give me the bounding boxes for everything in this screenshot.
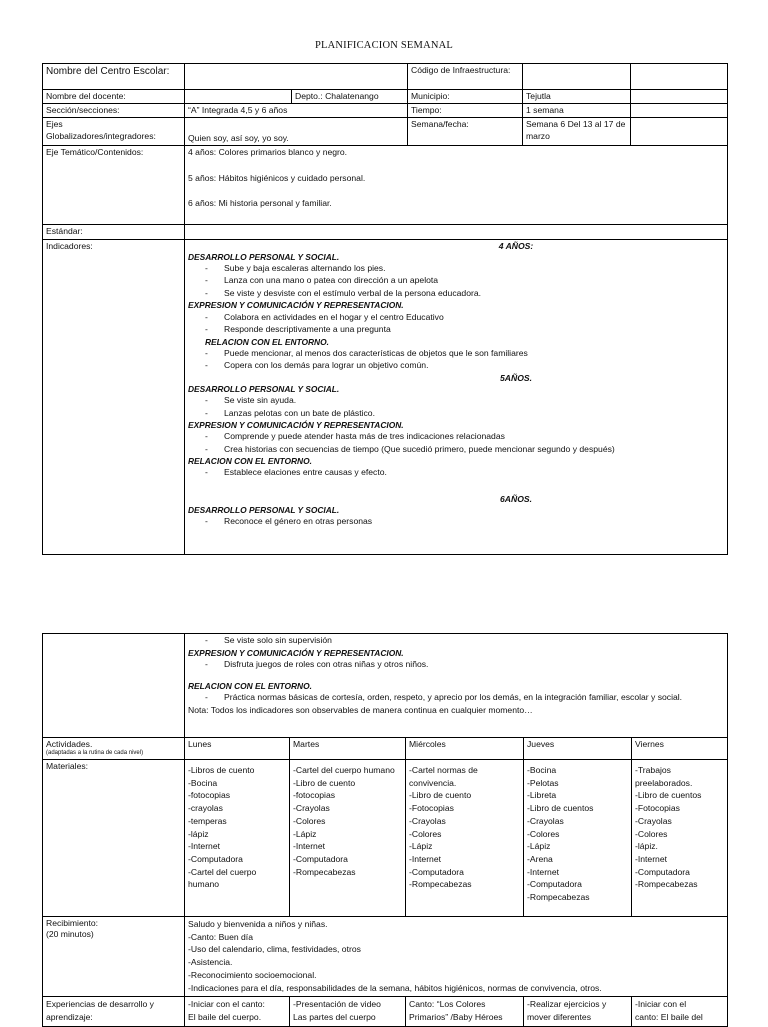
list-item: -Fotocopias xyxy=(409,803,454,814)
list-item: -Libro de cuento xyxy=(293,777,356,788)
experiencias-label xyxy=(43,997,185,1027)
codigo-label: Código de Infraestructura: xyxy=(408,64,523,90)
list-item: -Cartel del cuerpo humano xyxy=(188,866,257,890)
list-item: -Computadora xyxy=(188,853,243,864)
list-item: -Asistencia. xyxy=(188,957,233,968)
indicator-list xyxy=(188,467,724,480)
list-item: -Lápiz xyxy=(409,841,433,852)
list-item: - Copera con los demás para lograr un objetivo común. xyxy=(205,360,724,373)
list-item: -Realizar ejercicios y xyxy=(527,999,607,1009)
indicadores-label: Indicadores: xyxy=(43,239,185,554)
municipio-value: Tejutla xyxy=(523,90,631,104)
section-dps: DESARROLLO PERSONAL Y SOCIAL. xyxy=(188,505,340,516)
contenido-4: 4 años: Colores primarios blanco y negro. xyxy=(188,147,348,158)
section-ecr: EXPRESION Y COMUNICACIÓN Y REPRESENTACION. xyxy=(188,420,404,431)
list-item: - Crea historias con secuencias de tiempo (Que sucedió primero, puede mencionar segundo y después) xyxy=(205,444,724,457)
list-item: -Internet xyxy=(635,853,668,864)
planning-table-bottom xyxy=(42,633,728,1027)
list-item: -Bocina xyxy=(188,777,218,788)
experiencias-lunes xyxy=(185,997,290,1027)
actividades-label xyxy=(43,738,185,760)
list-item: -Colores xyxy=(527,828,560,839)
list-item: - Se viste solo sin supervisión xyxy=(205,635,724,648)
list-item: -Uso del calendario, clima, festividades, otros xyxy=(188,944,361,955)
recibimiento-label xyxy=(43,917,185,997)
section-rce: RELACION CON EL ENTORNO. xyxy=(205,336,329,347)
list-item: -Computadora xyxy=(409,866,464,877)
list-item: - Disfruta juegos de roles con otras niñas y otros niños. xyxy=(205,659,724,672)
section-ecr: EXPRESION Y COMUNICACIÓN Y REPRESENTACION. xyxy=(188,647,404,658)
list-item: - Se viste y desviste con el estímulo verbal de la persona educadora. xyxy=(205,288,724,301)
list-item: -Crayolas xyxy=(409,815,446,826)
page-title: PLANIFICACION SEMANAL xyxy=(314,40,454,51)
age-5-heading: 5AÑOS. xyxy=(500,372,532,383)
list-item: -Rompecabezas xyxy=(409,879,472,890)
contenidos-cell xyxy=(185,146,728,225)
list-item: -Lápiz xyxy=(293,828,317,839)
docente-label: Nombre del docente: xyxy=(43,90,185,104)
section-ecr: EXPRESION Y COMUNICACIÓN Y REPRESENTACION. xyxy=(188,300,404,311)
contenido-5: 5 años: Hábitos higiénicos y cuidado personal. xyxy=(188,172,366,183)
indicator-list xyxy=(188,692,724,705)
indicator-list xyxy=(188,312,724,337)
list-item: -Cartel del cuerpo humano xyxy=(293,765,395,775)
list-item: Canto: “Los Colores xyxy=(409,999,486,1009)
day-viernes: Viernes xyxy=(632,738,728,760)
experiencias-viernes xyxy=(632,997,728,1027)
indicator-list xyxy=(188,635,724,648)
list-item: - Reconoce el género en otras personas xyxy=(205,516,724,529)
indicator-list xyxy=(188,263,724,301)
ejes-label-line2: Globalizadores/integradores: xyxy=(46,130,156,141)
list-item: -Libros de cuento xyxy=(188,765,255,775)
list-item: -crayolas xyxy=(188,803,223,814)
list-item: -Colores xyxy=(409,828,442,839)
list-item: -Rompecabezas xyxy=(293,866,356,877)
list-item: -Computadora xyxy=(293,853,348,864)
list-item: -Rompecabezas xyxy=(527,892,590,903)
list-item: -Crayolas xyxy=(527,815,564,826)
tiempo-extra[interactable] xyxy=(631,104,728,118)
municipio-extra[interactable] xyxy=(631,90,728,104)
experiencias-martes xyxy=(290,997,406,1027)
tiempo-value: 1 semana xyxy=(523,104,631,118)
list-item: - Comprende y puede atender hasta más de tres indicaciones relacionadas xyxy=(205,431,724,444)
codigo-extra[interactable] xyxy=(631,64,728,90)
depto-value: Depto.: Chalatenango xyxy=(292,90,408,104)
list-item: -Bocina xyxy=(527,765,557,775)
list-item: - Se viste sin ayuda. xyxy=(205,395,724,408)
seccion-value: “A” Integrada 4,5 y 6 años xyxy=(185,104,408,118)
day-miercoles: Miércoles xyxy=(406,738,524,760)
materiales-label: Materiales: xyxy=(43,760,185,917)
list-item: - Lanza con una mano o patea con dirección a un apelota xyxy=(205,275,724,288)
ejes-value: Quien soy, así soy, yo soy. xyxy=(185,118,408,146)
experiencias-miercoles xyxy=(406,997,524,1027)
list-item: - Lanzas pelotas con un bate de plástico. xyxy=(205,408,724,421)
recibimiento-cell xyxy=(185,917,728,997)
list-item: -Crayolas xyxy=(293,803,330,814)
list-item: -lápiz xyxy=(188,828,209,839)
list-item: -Colores xyxy=(635,828,668,839)
indicator-list xyxy=(188,431,724,456)
list-item: -Lápiz xyxy=(527,841,551,852)
contenido-6: 6 años: Mi historia personal y familiar. xyxy=(188,197,332,208)
day-lunes: Lunes xyxy=(185,738,290,760)
list-item: -Reconocimiento socioemocional. xyxy=(188,969,317,980)
list-item: -Trabajos preelaborados. xyxy=(635,765,693,788)
docente-value[interactable] xyxy=(185,90,292,104)
list-item: -Iniciar con el xyxy=(635,999,687,1009)
semana-extra[interactable] xyxy=(631,118,728,146)
actividades-title: Actividades. xyxy=(46,739,93,749)
list-item: -Computadora xyxy=(635,866,690,877)
list-item: El baile del cuerpo. xyxy=(188,1011,262,1022)
materiales-viernes xyxy=(632,760,728,917)
indicator-list xyxy=(188,395,724,420)
semana-value: Semana 6 Del 13 al 17 de marzo xyxy=(523,118,631,146)
list-item: - Puede mencionar, al menos dos características de objetos que le son familiares xyxy=(205,348,724,361)
municipio-label: Municipio: xyxy=(408,90,523,104)
section-dps: DESARROLLO PERSONAL Y SOCIAL. xyxy=(188,383,340,394)
day-jueves: Jueves xyxy=(524,738,632,760)
list-item: Saludo y bienvenida a niños y niñas. xyxy=(188,919,328,929)
experiencias-jueves xyxy=(524,997,632,1027)
list-item: -Internet xyxy=(409,853,442,864)
planning-table-top xyxy=(42,63,728,555)
age-6-heading: 6AÑOS. xyxy=(500,493,532,504)
list-item: -Fotocopias xyxy=(635,803,680,814)
list-item: -Libro de cuento xyxy=(409,790,472,801)
experiencias-title: Experiencias de desarrollo y xyxy=(46,999,154,1009)
list-item: -Colores xyxy=(293,815,326,826)
list-item: -Libro de cuentos xyxy=(635,790,702,801)
list-item: - Responde descriptivamente a una pregunta xyxy=(205,324,724,337)
materiales-jueves xyxy=(524,760,632,917)
recibimiento-duration: (20 minutos) xyxy=(46,929,94,940)
list-item: -Libro de cuentos xyxy=(527,803,594,814)
list-item: -temperas xyxy=(188,815,227,826)
list-item: -Iniciar con el canto: xyxy=(188,999,265,1009)
section-rce: RELACION CON EL ENTORNO. xyxy=(188,681,312,692)
list-item: - Práctica normas básicas de cortesía, orden, respeto, y aprecio por los demás, en la integración familiar, escolar y social. xyxy=(205,692,724,705)
ejes-label xyxy=(43,118,185,146)
list-item: -fotocopias xyxy=(293,790,336,801)
indicadores-cont-cell xyxy=(185,634,728,738)
indicator-list xyxy=(188,659,724,672)
list-item: canto: El baile del xyxy=(635,1011,703,1022)
list-item: - Establece elaciones entre causas y efecto. xyxy=(205,467,724,480)
recibimiento-title: Recibimiento: xyxy=(46,918,99,928)
ejes-label-line1: Ejes xyxy=(46,119,63,130)
codigo-value[interactable] xyxy=(523,64,631,90)
materiales-martes xyxy=(290,760,406,917)
tiempo-label: Tiempo: xyxy=(408,104,523,118)
actividades-sublabel: (adaptadas a la rutina de cada nivel) xyxy=(46,750,144,757)
day-martes: Martes xyxy=(290,738,406,760)
centro-label: Nombre del Centro Escolar: xyxy=(43,64,185,90)
section-rce: RELACION CON EL ENTORNO. xyxy=(188,456,312,467)
list-item: - Sube y baja escaleras alternando los pies. xyxy=(205,263,724,276)
estandar-label: Estándar: xyxy=(43,225,185,239)
eje-tematico-label: Eje Temático/Contenidos: xyxy=(43,146,185,225)
indicadores-cont-label xyxy=(43,634,185,738)
list-item: Las partes del cuerpo xyxy=(293,1011,376,1022)
centro-value[interactable] xyxy=(185,64,408,90)
list-item: -Rompecabezas xyxy=(635,879,698,890)
list-item: -Arena xyxy=(527,853,553,864)
list-item: -Pelotas xyxy=(527,777,559,788)
indicadores-cell xyxy=(185,239,728,554)
section-dps: DESARROLLO PERSONAL Y SOCIAL. xyxy=(188,251,340,262)
list-item: -lápiz. xyxy=(635,841,658,852)
list-item: -Indicaciones para el día, responsabilidades de la semana, hábitos higiénicos, normas de convivencia, otros. xyxy=(188,982,602,993)
estandar-value[interactable] xyxy=(185,225,728,239)
list-item: -Internet xyxy=(188,841,221,852)
materiales-miercoles xyxy=(406,760,524,917)
experiencias-title-2: aprendizaje: xyxy=(46,1011,93,1022)
list-item: -Cartel normas de convivencia. xyxy=(409,765,478,788)
list-item: Primarios” /Baby Héroes xyxy=(409,1011,503,1022)
list-item: -fotocopias xyxy=(188,790,231,801)
list-item: -Computadora xyxy=(527,879,582,890)
list-item: mover diferentes xyxy=(527,1011,592,1022)
age-4-heading: 4 AÑOS: xyxy=(498,240,534,251)
semana-label: Semana/fecha: xyxy=(408,118,523,146)
seccion-label: Sección/secciones: xyxy=(43,104,185,118)
indicator-list xyxy=(188,516,724,529)
list-item: -Crayolas xyxy=(635,815,672,826)
indicadores-note: Nota: Todos los indicadores son observables de manera continua en cualquier momento… xyxy=(188,704,533,715)
materiales-lunes xyxy=(185,760,290,917)
list-item: -Canto: Buen día xyxy=(188,931,253,942)
list-item: - Colabora en actividades en el hogar y el centro Educativo xyxy=(205,312,724,325)
list-item: -Internet xyxy=(527,866,560,877)
list-item: -Internet xyxy=(293,841,326,852)
indicator-list xyxy=(188,348,724,373)
list-item: -Libreta xyxy=(527,790,557,801)
list-item: -Presentación de video xyxy=(293,999,381,1009)
